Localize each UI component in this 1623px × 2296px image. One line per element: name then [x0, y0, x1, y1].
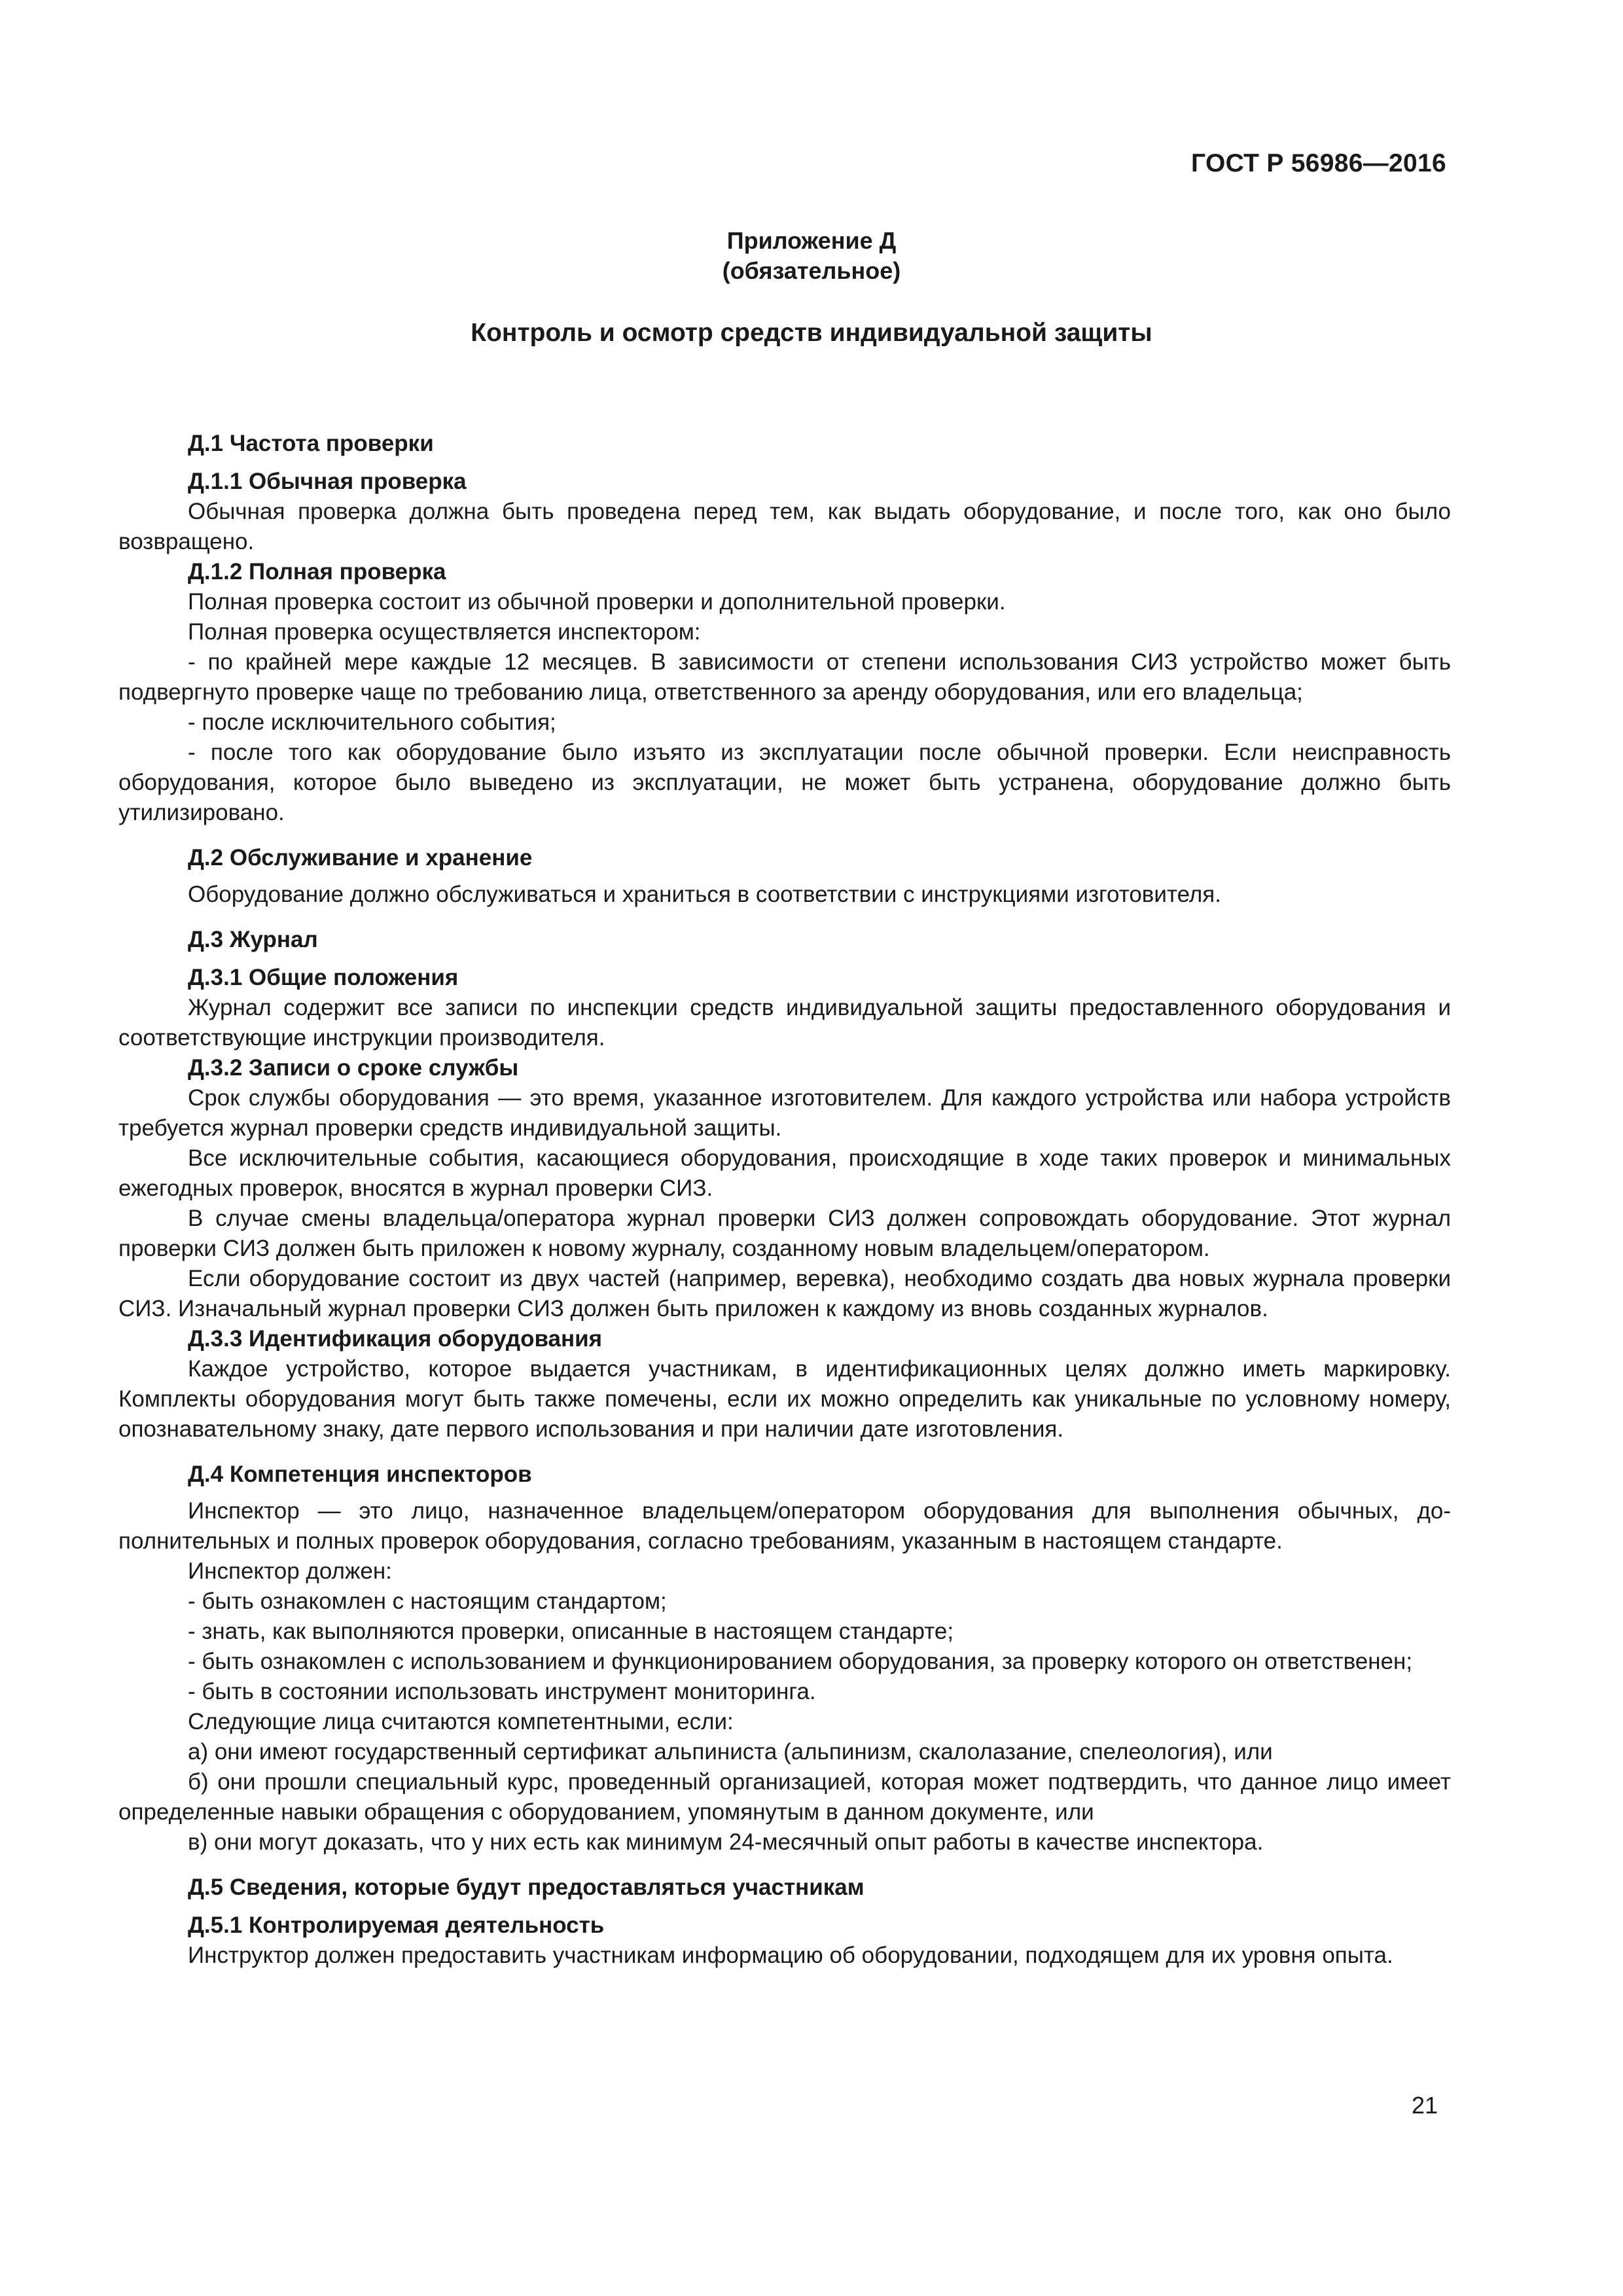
paragraph: Срок службы оборудования — это время, указанное изготовителем. Для каждого устройства или набора устройств требуется журнал проверки средств индивидуальной защиты. — [118, 1085, 1451, 1141]
paragraph: Полная проверка состоит из обычной проверки и дополнительной проверки. — [188, 589, 1006, 615]
paragraph: В случае смены владельца/оператора журнал проверки СИЗ должен сопровождать оборудование. Этот журнал проверки СИЗ должен быть приложен к новому журналу, созданному новым владельцем/оператором. — [118, 1206, 1451, 1261]
list-item: - по крайней мере каждые 12 месяцев. В зависимости от степени использования СИЗ устройство может быть подвергнуто проверке чаще по требованию лица, ответственного за аренду оборудования, или его владельца; — [118, 649, 1451, 705]
list-item: - после того как оборудование было изъято из эксплуатации после обычной проверки. Если неисправность оборудования, которое было выведено из эксплуатации, не может быть устранена, оборудование должно быть утилизировано. — [118, 740, 1451, 825]
list-item: - быть в состоянии использовать инструмент мониторинга. — [188, 1679, 816, 1704]
section-heading-d4: Д.4 Компетенция инспекторов — [188, 1462, 532, 1487]
section-heading-d5: Д.5 Сведения, которые будут предоставляться участникам — [188, 1874, 865, 1900]
paragraph: Если оборудование состоит из двух частей (например, веревка), необходимо создать два новых журнала проверки СИЗ. Изначальный журнал проверки СИЗ должен быть приложен к каждому из вновь созданных журналов. — [118, 1266, 1451, 1321]
subsection-heading-d1-2: Д.1.2 Полная проверка — [188, 559, 446, 584]
paragraph: Все исключительные события, касающиеся оборудования, происходящие в ходе таких проверок и минимальных ежегодных проверок, вносятся в журнал проверки СИЗ. — [118, 1145, 1451, 1201]
section-heading-d1: Д.1 Частота проверки — [188, 431, 434, 456]
paragraph: Каждое устройство, которое выдается участникам, в идентификационных целях должно иметь маркировку. Комплекты оборудования могут быть также помечены, если их можно определить как уникальные по условному номеру, опознавательному знаку, дате первого использования и при наличии дате изготовления. — [118, 1356, 1451, 1442]
subsection-heading-d5-1: Д.5.1 Контролируемая деятельность — [188, 1912, 605, 1938]
list-item: - после исключительного события; — [188, 709, 556, 735]
paragraph: Полная проверка осуществляется инспектором: — [188, 619, 701, 645]
paragraph: Инспектор должен: — [188, 1558, 392, 1584]
list-item: в) они могут доказать, что у них есть как минимум 24-месячный опыт работы в качестве инспектора. — [188, 1829, 1264, 1855]
subsection-heading-d3-2: Д.3.2 Записи о сроке службы — [188, 1055, 519, 1081]
annex-heading — [0, 226, 1623, 286]
paragraph: Журнал содержит все записи по инспекции средств индивидуальной защиты предоставленного оборудования и соответствующие инструкции производителя. — [118, 995, 1451, 1050]
paragraph: Обычная проверка должна быть проведена перед тем, как выдать оборудование, и после того, как оно было возвращено. — [118, 499, 1451, 554]
subsection-heading-d3-1: Д.3.1 Общие положения — [188, 965, 459, 990]
standard-code: ГОСТ Р 56986—2016 — [1191, 149, 1446, 177]
subsection-heading-d3-3: Д.3.3 Идентификация оборудования — [188, 1326, 603, 1352]
list-item: - быть ознакомлен с настоящим стандартом; — [188, 1588, 667, 1614]
subsection-heading-d1-1: Д.1.1 Обычная проверка — [188, 469, 467, 494]
paragraph: Инструктор должен предоставить участникам информацию об оборудовании, подходящем для их уровня опыта. — [188, 1943, 1393, 1968]
annex-title: Контроль и осмотр средств индивидуальной защиты — [471, 319, 1152, 347]
annex-status: (обязательное) — [722, 257, 901, 284]
page-number: 21 — [1411, 2092, 1438, 2119]
paragraph: Оборудование должно обслуживаться и храниться в соответствии с инструкциями изготовителя. — [188, 882, 1221, 907]
document-body — [118, 429, 1451, 1971]
paragraph: Инспектор — это лицо, назначенное владельцем/оператором оборудования для выполнения обычных, дополнительных и полных проверок оборудования, согласно требованиям, указанным в настоящем стандарте. — [118, 1498, 1451, 1554]
paragraph: Следующие лица считаются компетентными, если: — [188, 1709, 734, 1734]
list-item: б) они прошли специальный курс, проведенный организацией, которая может подтвердить, что данное лицо имеет определенные навыки обращения с оборудованием, упомянутым в данном документе, или — [118, 1769, 1451, 1825]
section-heading-d3: Д.3 Журнал — [188, 927, 318, 952]
section-heading-d2: Д.2 Обслуживание и хранение — [188, 845, 533, 870]
list-item: - быть ознакомлен с использованием и функционированием оборудования, за проверку которого он ответственен; — [188, 1649, 1413, 1674]
list-item: а) они имеют государственный сертификат альпиниста (альпинизм, скалолазание, спелеология), или — [188, 1739, 1273, 1765]
list-item: - знать, как выполняются проверки, описанные в настоящем стандарте; — [188, 1619, 954, 1644]
annex-label: Приложение Д — [726, 227, 897, 254]
